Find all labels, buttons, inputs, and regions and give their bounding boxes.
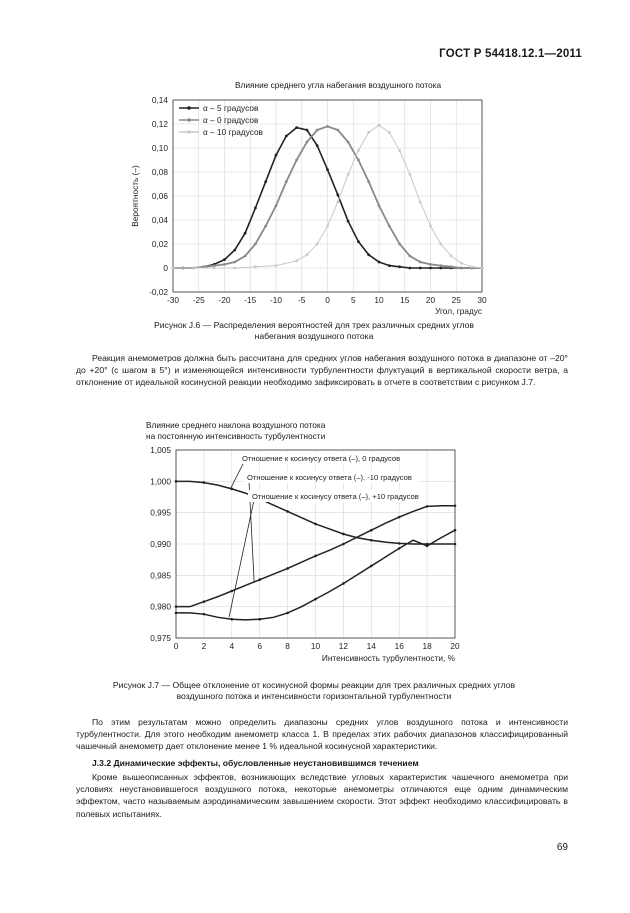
data-point [398, 516, 401, 519]
x-tick-label: 16 [394, 641, 404, 651]
x-tick-label: 2 [201, 641, 207, 651]
x-tick-label: 30 [477, 295, 487, 305]
data-point [454, 543, 457, 546]
paragraph-1: Реакция анемометров должна быть рассчитана для средних углов набегания воздушного потока в диапазоне от –20° до +20° (с шагом в 5°) и изменяющейся интенсивности турбулентности флуктуаций в вертикальной скорости ветра, а отклонение от идеальной косинусной реакции необходимо зафиксировать в отчете в соответствии с рисунком J.7. [76, 353, 568, 388]
data-point [175, 605, 178, 608]
x-axis-label: Угол, градус [435, 306, 482, 316]
figure1-caption-line1: Рисунок J.6 — Распределения вероятностей для трех различных средних углов [154, 320, 474, 330]
x-tick-label: -25 [192, 295, 205, 305]
y-tick-label: 0,995 [150, 507, 171, 518]
data-point [426, 545, 429, 548]
x-tick-label: 8 [285, 641, 290, 651]
data-point [314, 598, 317, 601]
data-point [454, 504, 457, 507]
x-tick-label: 20 [450, 641, 460, 651]
data-point [258, 578, 261, 581]
annotation-label: Отношение к косинусу ответа (–), +10 градусов [252, 492, 419, 501]
data-point [342, 533, 345, 536]
figure2-caption-line1: Рисунок J.7 — Общее отклонение от косинусной формы реакции для трех различных средних углов [112, 680, 516, 690]
data-point [258, 618, 261, 621]
legend-label: α – 10 градусов [203, 127, 263, 137]
x-tick-label: -15 [244, 295, 257, 305]
annotation-label: Отношение к косинусу ответа (–), 0 градусов [242, 454, 401, 463]
figure2-title-line1: Влияние среднего наклона воздушного потока [146, 420, 326, 430]
figure2-caption-line2: воздушного потока и интенсивности горизонтальной турбулентности [176, 691, 452, 701]
y-tick-label: 0,985 [150, 570, 171, 581]
figure2-title-line2: на постоянную интенсивность турбулентности [146, 430, 326, 441]
x-tick-label: 18 [422, 641, 432, 651]
y-tick-label: 0,10 [151, 143, 168, 153]
data-point [370, 565, 373, 568]
legend-label: α – 5 градусов [203, 103, 259, 113]
x-tick-label: 0 [173, 641, 179, 651]
data-point [398, 547, 401, 550]
data-point [203, 481, 206, 484]
x-tick-label: 20 [425, 295, 436, 305]
data-point [203, 613, 206, 616]
figure1-caption-line2: набегания воздушного потока [254, 331, 374, 341]
y-tick-label: 0,990 [150, 539, 171, 549]
page-number: 69 [556, 842, 568, 853]
paragraph-3: Кроме вышеописанных эффектов, возникающих вследствие угловых характеристик чашечного анемометра при условиях неустановившегося воздушного потока, некоторые анемометры отличаются еще одним динамическим эффектом, часто называемым аэродинамическим завышением скорости. Этот эффект необходимо классифицировать в полевых испытаниях. [76, 772, 568, 819]
y-tick-label: 0,14 [151, 95, 168, 105]
y-tick-label: 1,000 [150, 476, 171, 487]
figure2-caption [60, 680, 568, 702]
data-point [231, 618, 234, 621]
x-tick-label: -5 [298, 295, 306, 305]
data-point [231, 590, 234, 593]
x-tick-label: 4 [229, 641, 235, 651]
y-tick-label: 0,02 [151, 239, 168, 249]
y-tick-label: 0,08 [151, 167, 168, 177]
x-tick-label: -10 [270, 295, 282, 305]
x-tick-label: 14 [366, 641, 376, 651]
y-tick-label: 1,005 [150, 445, 171, 455]
y-axis-label: Вероятность (–) [130, 165, 140, 227]
x-tick-label: -20 [218, 295, 231, 305]
data-point [342, 582, 345, 585]
data-point [286, 567, 289, 570]
annotation-label: Отношение к косинусу ответа (–). -10 градусов [247, 473, 412, 482]
x-tick-label: 10 [374, 295, 384, 305]
data-point [286, 612, 289, 615]
x-tick-label: 12 [338, 641, 349, 651]
x-tick-label: 0 [325, 295, 330, 305]
annotation-leader [230, 462, 244, 489]
data-point [314, 555, 317, 558]
data-point [370, 529, 373, 532]
x-tick-label: 10 [310, 641, 321, 651]
data-point [454, 529, 457, 532]
data-point [398, 542, 401, 545]
y-tick-label: 0,06 [151, 191, 168, 201]
data-point [314, 523, 317, 526]
paragraph-2: По этим результатам можно определить диапазоны средних углов воздушного потока и интенсивности турбулентности. Для этого необходим анемометр класса 1. В пределах этих рабочих диапазонов классифицированный чашечный анемометр дает отклонение менее 1 % идеальной косинусной характеристики. [76, 717, 568, 752]
data-point [175, 480, 178, 483]
data-point [286, 510, 289, 513]
y-tick-label: -0,02 [149, 287, 168, 297]
x-tick-label: -30 [167, 295, 179, 305]
legend-label: α – 0 градусов [203, 115, 259, 125]
data-point [342, 543, 345, 546]
x-tick-label: 6 [257, 641, 263, 651]
x-tick-label: 25 [451, 295, 461, 305]
y-tick-label: 0,975 [150, 633, 171, 643]
x-tick-label: 5 [350, 295, 356, 305]
y-tick-label: 0,980 [150, 601, 171, 612]
section-title: J.3.2 Динамические эффекты, обусловленные неустановившимся течением [92, 758, 419, 768]
figure1-title: Влияние среднего угла набегания воздушного потока [235, 80, 442, 90]
data-point [175, 612, 178, 615]
y-tick-label: 0 [163, 263, 168, 273]
data-point [370, 539, 373, 542]
annotation-leader [229, 500, 254, 617]
x-tick-label: 15 [400, 295, 410, 305]
data-point [203, 600, 206, 603]
document-header: ГОСТ Р 54418.12.1—2011 [439, 48, 582, 60]
x-axis-label: Интенсивность турбулентности, % [321, 653, 455, 663]
y-tick-label: 0,04 [151, 215, 168, 225]
data-point [426, 505, 429, 508]
y-tick-label: 0,12 [151, 119, 168, 129]
